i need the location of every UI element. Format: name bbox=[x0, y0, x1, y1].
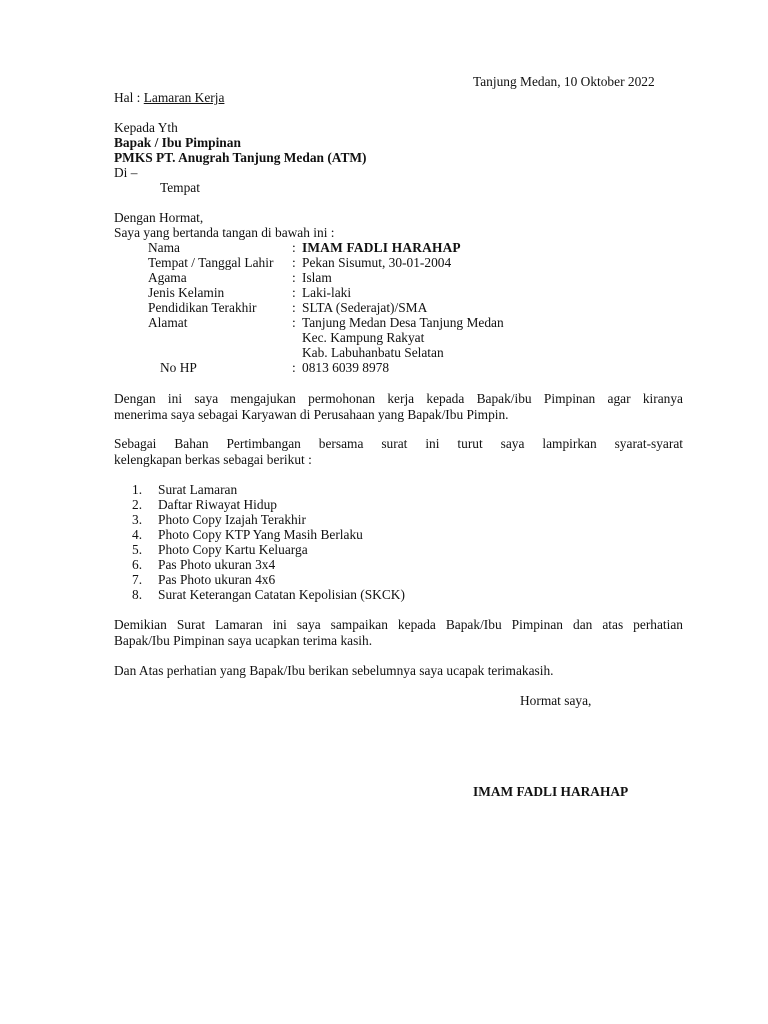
identity-label: Nama bbox=[148, 240, 180, 255]
identity-label: Jenis Kelamin bbox=[148, 285, 225, 300]
paragraph-closing bbox=[114, 617, 683, 649]
paragraph-thanks: Dan Atas perhatian yang Bapak/Ibu berikan sebelumnya saya ucapak terimakasih. bbox=[114, 663, 554, 678]
recipient-line-5: Tempat bbox=[160, 180, 200, 195]
intro-text: Saya yang bertanda tangan di bawah ini : bbox=[114, 225, 335, 240]
identity-colon: : bbox=[292, 270, 296, 285]
identity-value: SLTA (Sederajat)/SMA bbox=[302, 300, 428, 315]
list-text: Photo Copy KTP Yang Masih Berlaku bbox=[158, 527, 363, 542]
list-text: Pas Photo ukuran 4x6 bbox=[158, 572, 276, 587]
subject-prefix: Hal : bbox=[114, 90, 144, 105]
identity-colon: : bbox=[292, 255, 296, 270]
greeting: Dengan Hormat, bbox=[114, 210, 204, 225]
list-number: 8. bbox=[132, 587, 143, 602]
subject-line bbox=[114, 90, 224, 105]
paragraph-line: Demikian Surat Lamaran ini saya sampaikan kepada Bapak/Ibu Pimpinan dan atas perhatian bbox=[114, 617, 683, 632]
list-text: Photo Copy Kartu Keluarga bbox=[158, 542, 308, 557]
identity-label: Alamat bbox=[148, 315, 188, 330]
paragraph-line: kelengkapan berkas sebagai berikut : bbox=[114, 452, 312, 467]
recipient-line-1: Kepada Yth bbox=[114, 120, 178, 135]
paragraph-line: Dengan ini saya mengajukan permohonan kerja kepada Bapak/ibu Pimpinan agar kiranya bbox=[114, 391, 683, 406]
place-date: Tanjung Medan, 10 Oktober 2022 bbox=[473, 74, 655, 89]
paragraph-attachments-intro bbox=[114, 436, 683, 468]
identity-value: 0813 6039 8978 bbox=[302, 360, 390, 375]
list-text: Daftar Riwayat Hidup bbox=[158, 497, 277, 512]
recipient-line-3: PMKS PT. Anugrah Tanjung Medan (ATM) bbox=[114, 150, 367, 165]
paragraph-request bbox=[114, 391, 683, 423]
identity-value: Kec. Kampung Rakyat bbox=[302, 330, 425, 345]
recipient-line-2: Bapak / Ibu Pimpinan bbox=[114, 135, 241, 150]
identity-label: Tempat / Tanggal Lahir bbox=[148, 255, 274, 270]
identity-colon: : bbox=[292, 240, 296, 255]
list-number: 2. bbox=[132, 497, 143, 512]
list-text: Pas Photo ukuran 3x4 bbox=[158, 557, 276, 572]
identity-value: Tanjung Medan Desa Tanjung Medan bbox=[302, 315, 504, 330]
list-text: Surat Lamaran bbox=[158, 482, 238, 497]
list-text: Photo Copy Izajah Terakhir bbox=[158, 512, 306, 527]
identity-colon: : bbox=[292, 315, 296, 330]
identity-value: Pekan Sisumut, 30-01-2004 bbox=[302, 255, 452, 270]
identity-colon: : bbox=[292, 360, 296, 375]
subject-text: Lamaran Kerja bbox=[143, 90, 225, 105]
list-number: 7. bbox=[132, 572, 143, 587]
paragraph-line: menerima saya sebagai Karyawan di Perusahaan yang Bapak/Ibu Pimpin. bbox=[114, 407, 509, 422]
identity-value: Kab. Labuhanbatu Selatan bbox=[302, 345, 444, 360]
closing-salutation: Hormat saya, bbox=[520, 693, 592, 708]
identity-value: Laki-laki bbox=[302, 285, 352, 300]
list-text: Surat Keterangan Catatan Kepolisian (SKCK) bbox=[158, 587, 405, 602]
paragraph-line: Bapak/Ibu Pimpinan saya ucapkan terima kasih. bbox=[114, 633, 373, 648]
identity-colon: : bbox=[292, 300, 296, 315]
identity-colon: : bbox=[292, 285, 296, 300]
identity-value: IMAM FADLI HARAHAP bbox=[302, 240, 461, 255]
list-number: 4. bbox=[132, 527, 143, 542]
list-number: 5. bbox=[132, 542, 143, 557]
identity-label: No HP bbox=[160, 360, 197, 375]
list-number: 6. bbox=[132, 557, 143, 572]
identity-label: Pendidikan Terakhir bbox=[148, 300, 257, 315]
recipient-line-4: Di – bbox=[114, 165, 138, 180]
list-number: 3. bbox=[132, 512, 143, 527]
identity-label: Agama bbox=[148, 270, 187, 285]
identity-value: Islam bbox=[302, 270, 332, 285]
signature-name: IMAM FADLI HARAHAP bbox=[473, 784, 629, 799]
paragraph-line: Sebagai Bahan Pertimbangan bersama surat ini turut saya lampirkan syarat-syarat bbox=[114, 436, 683, 451]
list-number: 1. bbox=[132, 482, 143, 497]
